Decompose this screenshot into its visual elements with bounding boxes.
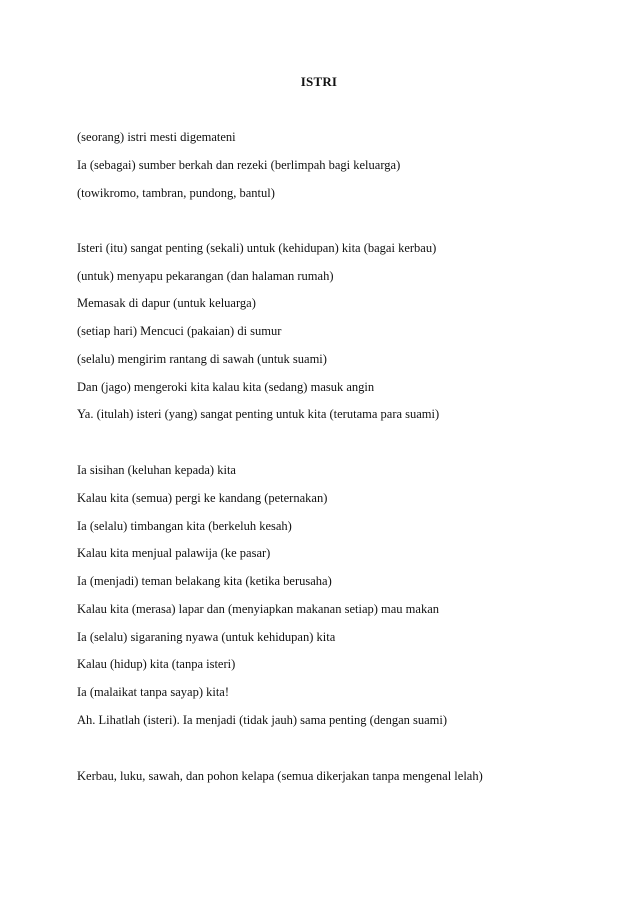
poem-line: (untuk) menyapu pekarangan (dan halaman rumah) [77,269,334,283]
poem-line: Isteri (itu) sangat penting (sekali) untuk (kehidupan) kita (bagai kerbau) [77,241,437,255]
poem-line: Ia (selalu) timbangan kita (berkeluh kesah) [77,519,292,533]
poem-line: (setiap hari) Mencuci (pakaian) di sumur [77,324,282,338]
poem-line: Ya. (itulah) isteri (yang) sangat penting untuk kita (terutama para suami) [77,407,440,421]
poem-line: Kalau kita (merasa) lapar dan (menyiapkan makanan setiap) mau makan [77,602,439,616]
poem-line: Dan (jago) mengeroki kita kalau kita (sedang) masuk angin [77,380,375,394]
poem-line: (selalu) mengirim rantang di sawah (untuk suami) [77,352,327,366]
poem-line: Ia sisihan (keluhan kepada) kita [77,463,236,477]
poem-line: Kalau kita (semua) pergi ke kandang (peternakan) [77,491,328,505]
poem-line: Kalau (hidup) kita (tanpa isteri) [77,657,236,671]
poem-line: Kerbau, luku, sawah, dan pohon kelapa (semua dikerjakan tanpa mengenal lelah) [77,769,483,783]
poem-title: ISTRI [300,74,338,89]
poem-line: (seorang) istri mesti digemateni [77,130,236,144]
poem-line: (towikromo, tambran, pundong, bantul) [77,186,275,200]
poem-line: Ia (menjadi) teman belakang kita (ketika berusaha) [77,574,332,588]
poem-line: Kalau kita menjual palawija (ke pasar) [77,546,271,560]
poem-line: Memasak di dapur (untuk keluarga) [77,296,256,310]
poem-line: Ia (malaikat tanpa sayap) kita! [77,685,230,699]
poem-line: Ah. Lihatlah (isteri). Ia menjadi (tidak jauh) sama penting (dengan suami) [77,713,448,727]
poem-line: Ia (sebagai) sumber berkah dan rezeki (berlimpah bagi keluarga) [77,158,401,172]
poem-line: Ia (selalu) sigaraning nyawa (untuk kehidupan) kita [77,630,336,644]
